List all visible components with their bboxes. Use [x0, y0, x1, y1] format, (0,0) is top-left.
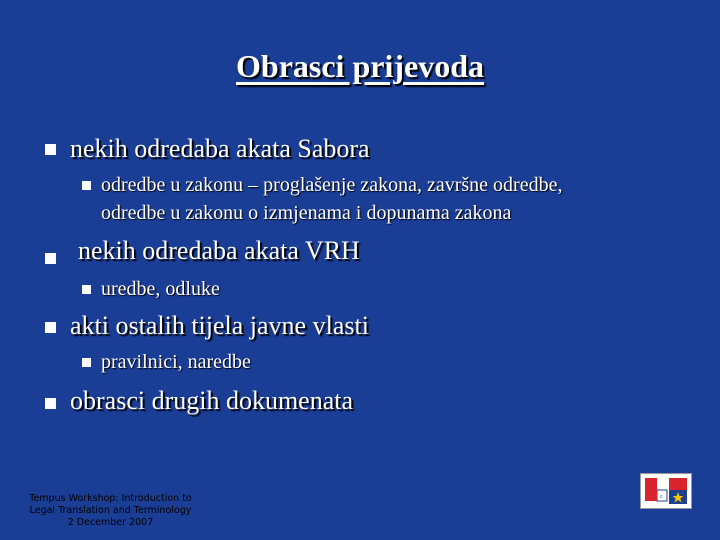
bullet-icon — [45, 144, 56, 155]
bullet-icon — [45, 322, 56, 333]
footer-line-2: Legal Translation and Terminology — [29, 505, 192, 516]
list-item-3: akti ostalih tijela javne vlasti — [70, 311, 369, 340]
sub-bullet-icon — [82, 285, 91, 294]
sub-item-1-line-1: odredbe u zakonu – proglašenje zakona, završne odredbe, — [101, 174, 563, 196]
sub-item-3: pravilnici, naredbe — [101, 351, 251, 373]
sub-item-1-line-2: odredbe u zakonu o izmjenama i dopunama zakona — [101, 202, 512, 224]
footer-line-3: 2 December 2007 — [67, 517, 154, 528]
list-item-2: nekih odredaba akata VRH — [78, 236, 360, 265]
bullet-icon — [45, 398, 56, 409]
list-item-1: nekih odredaba akata Sabora — [70, 134, 370, 163]
sub-bullet-icon — [82, 358, 91, 367]
institution-logo-icon — [640, 473, 692, 509]
bullet-icon — [45, 253, 56, 264]
footer-line-1: Tempus Workshop: Introduction to — [29, 493, 192, 504]
sub-bullet-icon — [82, 181, 91, 190]
slide-title: Obrasci prijevoda — [236, 48, 484, 84]
sub-item-2: uredbe, odluke — [101, 278, 220, 300]
svg-text:c: c — [660, 494, 663, 500]
list-item-4: obrasci drugih dokumenata — [70, 386, 354, 415]
footer — [18, 493, 203, 529]
